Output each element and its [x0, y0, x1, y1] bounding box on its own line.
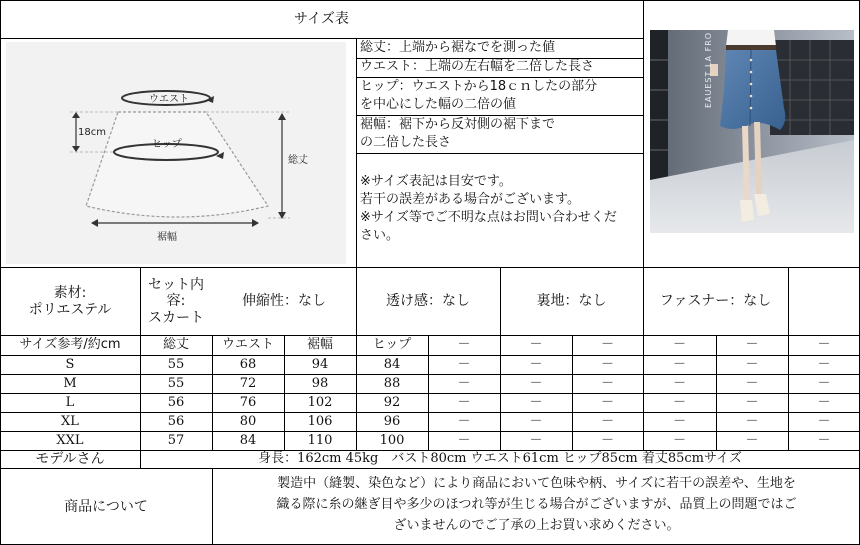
set-contents-line-2: 容:	[166, 293, 186, 310]
table-header-cell: ヒップ	[372, 337, 412, 353]
table-cell: S	[65, 356, 75, 372]
set-contents-cell	[140, 268, 212, 335]
table-cell: XXL	[56, 432, 84, 448]
diagram-label-hem: 裾幅	[157, 232, 177, 243]
note-hip-line-1: ヒップ：ウエストから18ｃｎしたの部分	[360, 79, 598, 94]
table-cell: 76	[239, 394, 257, 410]
diagram-label-depth: 18cm	[78, 127, 106, 138]
table-cell: －	[457, 394, 471, 410]
page-title: サイズ表	[294, 10, 349, 27]
caution-line-3: ※サイズ等でご不明な点はお問い合わせくだ	[360, 210, 617, 225]
table-cell: －	[529, 356, 543, 372]
table-cell: 57	[167, 432, 185, 448]
table-cell: －	[672, 356, 686, 372]
table-header-cell: －	[817, 337, 831, 353]
table-header-cell: 総丈	[162, 337, 189, 353]
table-cell: －	[600, 375, 614, 391]
table-cell: 98	[311, 375, 329, 391]
model-label: モデルさん	[35, 450, 105, 467]
table-cell: －	[529, 394, 543, 410]
fastener-cell: ファスナー：なし	[659, 293, 772, 310]
skirt-measurement-diagram	[6, 42, 346, 264]
diagram-label-length: 総丈	[288, 155, 308, 166]
product-notice-line-1: 製造中（縫製、染色など）により商品において色味や柄、サイズに若干の誤差や、生地を	[277, 476, 796, 491]
note-waist: ウエスト：上端の左右幅を二倍した長さ	[360, 59, 595, 74]
table-cell: 88	[383, 375, 401, 391]
table-cell: －	[817, 394, 831, 410]
table-cell: －	[600, 394, 614, 410]
table-header-cell: ウエスト	[221, 337, 274, 353]
table-cell: －	[600, 432, 614, 448]
size-caution-note	[356, 173, 643, 253]
table-header-cell: 裾幅	[306, 337, 333, 353]
note-hem	[356, 116, 643, 153]
table-cell: 102	[307, 394, 333, 410]
caution-line-1: ※サイズ表記は目安です。	[360, 174, 512, 189]
table-cell: XL	[61, 413, 79, 429]
product-notice-label: 商品について	[64, 498, 148, 515]
table-cell: －	[672, 413, 686, 429]
table-cell: 110	[307, 432, 333, 448]
diagram-label-hip: ヒップ	[152, 139, 182, 150]
product-notice-line-2: 織る際に糸の継ぎ目や多少のほつれ等が生じる場合がございますが、品質上の問題ではご	[276, 497, 797, 512]
table-header-cell: －	[600, 337, 614, 353]
table-cell: －	[745, 394, 759, 410]
table-cell: 84	[239, 432, 257, 448]
table-header-cell: サイズ参考/約cm	[19, 337, 121, 353]
table-header-cell: －	[672, 337, 686, 353]
table-cell: 92	[383, 394, 401, 410]
photo-wall-text: EAUEST LA FRO	[704, 31, 713, 108]
model-photo-illustration	[650, 30, 854, 233]
note-hip-line-2: を中心にした幅の二倍の値	[360, 97, 517, 112]
table-cell: －	[672, 375, 686, 391]
table-cell: －	[457, 375, 471, 391]
table-header-cell: －	[529, 337, 543, 353]
table-cell: －	[817, 356, 831, 372]
table-cell: －	[457, 356, 471, 372]
table-cell: 106	[307, 413, 333, 429]
table-cell: 55	[167, 356, 185, 372]
table-cell: 94	[311, 356, 329, 372]
caution-line-4: さい。	[360, 228, 400, 243]
sheer-cell: 透け感：なし	[386, 293, 470, 310]
table-cell: 56	[167, 413, 185, 429]
table-cell: －	[745, 375, 759, 391]
table-cell: 55	[167, 375, 185, 391]
table-cell: －	[745, 432, 759, 448]
table-cell: －	[672, 432, 686, 448]
note-total-length: 総丈：上端から裾なでを測った値	[360, 40, 556, 55]
table-cell: －	[457, 432, 471, 448]
product-notice-text	[213, 473, 860, 543]
model-info: 身長：162cm 45kg バスト80cm ウエスト61cm ヒップ85cm 着丈85cmサイズ	[258, 450, 742, 466]
caution-line-2: 若干の誤差がある場合がございます。	[360, 192, 580, 207]
table-header-cell: －	[457, 337, 471, 353]
lining-cell: 裏地：なし	[536, 293, 607, 310]
table-cell: M	[63, 375, 77, 391]
table-cell: 84	[383, 356, 401, 372]
table-cell: 72	[239, 375, 257, 391]
table-cell: －	[817, 375, 831, 391]
set-contents-line-1: セット内	[148, 277, 204, 294]
material-label: 素材:	[53, 285, 87, 302]
material-cell	[0, 268, 140, 335]
table-cell: －	[600, 356, 614, 372]
note-hem-line-1: 裾幅：裾下から反対側の裾下まで	[360, 117, 556, 132]
diagram-label-waist: ウエスト	[149, 94, 189, 105]
table-cell: －	[817, 413, 831, 429]
table-cell: －	[745, 413, 759, 429]
table-cell: －	[529, 413, 543, 429]
stretch-cell: 伸縮性：なし	[242, 293, 326, 310]
table-cell: L	[65, 394, 75, 410]
note-hem-line-2: の二倍した長さ	[360, 135, 452, 150]
table-cell: －	[817, 432, 831, 448]
note-hip	[356, 78, 643, 115]
table-header-cell: －	[745, 337, 759, 353]
table-cell: －	[529, 375, 543, 391]
product-notice-line-3: ざいませんのでご了承の上お買い求めください。	[393, 518, 680, 533]
table-cell: 100	[379, 432, 405, 448]
table-cell: －	[672, 394, 686, 410]
table-cell: 56	[167, 394, 185, 410]
table-cell: 96	[383, 413, 401, 429]
table-cell: 80	[239, 413, 257, 429]
table-cell: －	[600, 413, 614, 429]
table-cell: －	[457, 413, 471, 429]
set-contents-line-3: スカート	[148, 309, 204, 326]
table-cell: 68	[239, 356, 257, 372]
table-cell: －	[745, 356, 759, 372]
material-value: ポリエステル	[28, 301, 112, 318]
table-cell: －	[529, 432, 543, 448]
model-photo	[650, 30, 854, 233]
